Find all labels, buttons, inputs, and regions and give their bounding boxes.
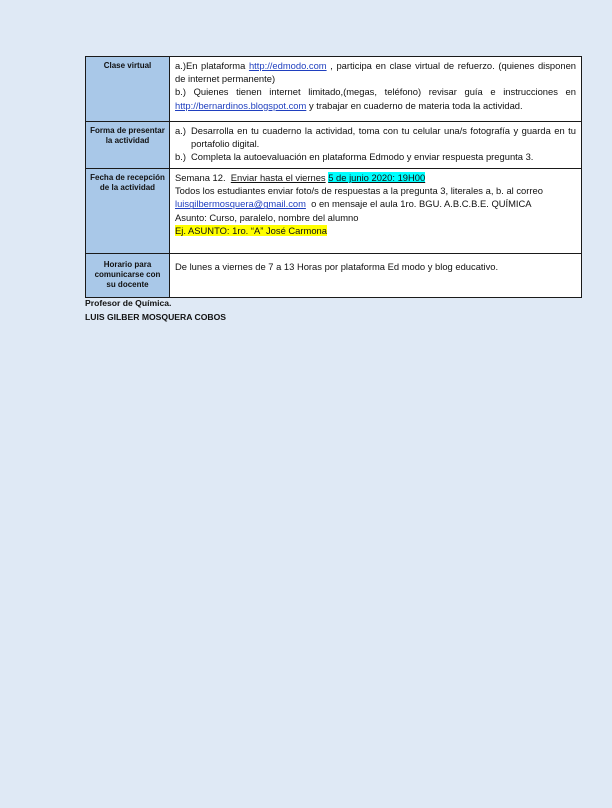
- table-row: [86, 122, 582, 169]
- subject-example-text: Ej. ASUNTO: 1ro. “A” José Carmona: [175, 224, 327, 236]
- row-label-fecha-recepcion: Fecha de recepción de la actividad: [86, 169, 170, 254]
- instructions-text: Todos los estudiantes enviar foto/s de respuestas a la pregunta 3, literales a, b. al correo: [175, 185, 543, 197]
- list-marker: b.): [175, 151, 186, 163]
- table-row: [86, 57, 582, 122]
- text: a.)En plataforma: [175, 60, 246, 71]
- text: y trabajar en cuaderno de materia toda la actividad.: [308, 99, 523, 111]
- row-label-clase-virtual: Clase virtual: [86, 57, 170, 122]
- text: b.) Quienes tienen internet limitado,(megas, teléfono) revisar guía e instrucciones en: [175, 86, 576, 98]
- list-item: [175, 150, 576, 163]
- blog-link[interactable]: http://bernardinos.blogspot.com: [175, 99, 307, 111]
- list-marker: a.): [175, 125, 186, 136]
- edmodo-link[interactable]: http://edmodo.com: [248, 60, 327, 71]
- deadline-text: 5 de junio 2020: 19H00: [328, 172, 426, 183]
- text: o en mensaje el aula 1ro. BGU. A.B.C.B.E. QUÍMICA: [311, 198, 532, 210]
- teacher-name: LUIS GILBER MOSQUERA COBOS: [85, 312, 227, 322]
- signature-block: [85, 296, 226, 324]
- row-label-forma-presentar: Forma de presentar la actividad: [86, 122, 170, 169]
- week-text: Semana 12.: [175, 172, 226, 183]
- table-row: [86, 254, 582, 298]
- list-text: Desarrolla en tu cuaderno la actividad, toma con tu celular una/s fotografía y guarda en tu portafolio digital.: [191, 125, 576, 150]
- row-content-clase-virtual: [170, 57, 582, 122]
- row-content-horario: De lunes a viernes de 7 a 13 Horas por plataforma Ed modo y blog educativo.: [170, 254, 582, 298]
- activity-info-table: [85, 56, 582, 298]
- send-until-text: Enviar hasta el viernes: [230, 172, 326, 183]
- row-content-fecha-recepcion: [170, 169, 582, 254]
- list-text: Completa la autoevaluación en plataforma Edmodo y enviar respuesta pregunta 3.: [191, 151, 534, 163]
- email-link[interactable]: luisgilbermosquera@gmail.com: [175, 198, 306, 210]
- subject-format-text: Asunto: Curso, paralelo, nombre del alumno: [175, 211, 359, 223]
- text: , participa en clase virtual de refuerzo. (quienes disponen de internet permanente): [175, 60, 576, 85]
- list-item: [175, 124, 576, 150]
- table-row: [86, 169, 582, 254]
- row-content-forma-presentar: [170, 122, 582, 169]
- row-label-horario: Horario para comunicarse con su docente: [86, 254, 170, 298]
- teacher-role: Profesor de Química.: [85, 298, 172, 308]
